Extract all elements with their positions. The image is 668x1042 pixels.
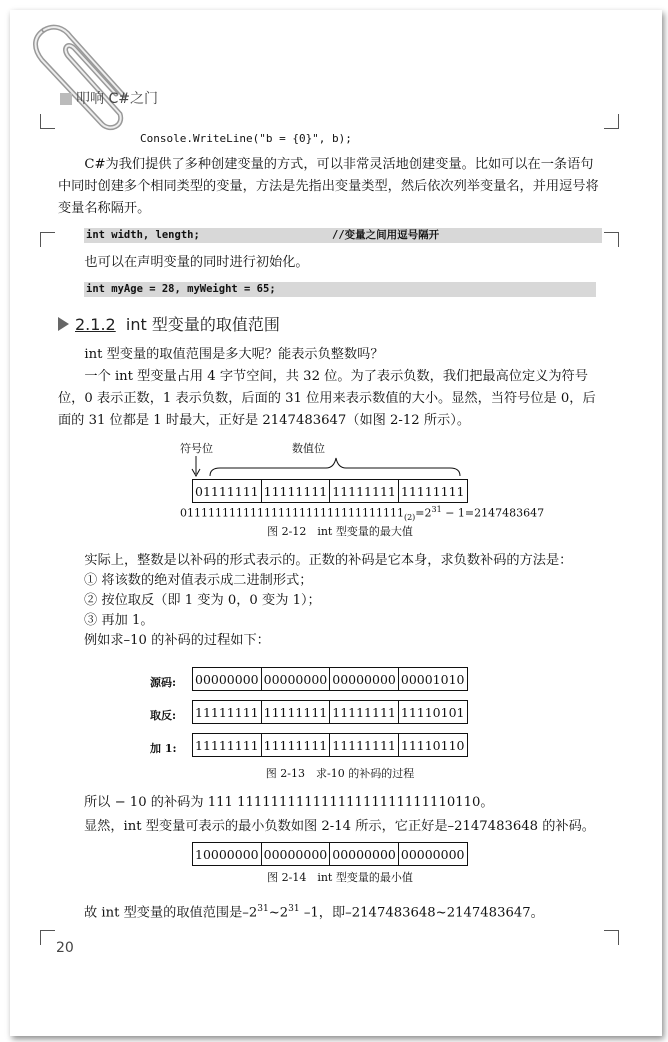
brace-arrow-icon [186, 454, 466, 478]
bit-group: 11111111 [262, 701, 331, 723]
row-label-original: 源码: [150, 676, 177, 689]
bit-group: 11111111 [193, 734, 262, 756]
code-line: Console.WriteLine("b = {0}", b); [140, 132, 352, 145]
bit-group: 00000000 [262, 843, 331, 865]
paragraph: 所以 − 10 的补码为 111 11111111111111111111111110110。 [84, 795, 494, 810]
crop-mark [40, 114, 55, 129]
bit-row-inverted [192, 700, 468, 724]
row-label-plus-one: 加 1: [150, 742, 177, 755]
paragraph: 实际上，整数是以补码的形式表示的。正数的补码是它本身，求负数补码的方法是： [84, 553, 573, 568]
bit-group: 11110110 [400, 737, 465, 753]
crop-mark [604, 930, 619, 945]
bit-group: 00000000 [262, 668, 331, 690]
bit-group: 11111111 [400, 483, 465, 499]
formula-eq: =2 [415, 506, 432, 520]
figure-caption: 图 2-14 int 型变量的最小值 [267, 871, 413, 884]
step-item: ② 按位取反（即 1 变为 0，0 变为 1）； [84, 593, 321, 608]
code-comment: //变量之间用逗号隔开 [332, 229, 440, 241]
sign-bit-label: 符号位 [180, 442, 213, 455]
range-text-b: ~2 [268, 905, 289, 921]
bit-row-max [192, 479, 468, 503]
bit-group: 11111111 [330, 480, 399, 502]
paragraph: 一个 int 型变量占用 4 字节空间，共 32 位。为了表示负数，我们把最高位定义为符号位，0 表示正数，1 表示负数，后面的 31 位用来表示数值的大小。显然，当符号位是 0，后面的 31 位都是 1 时最大，正好是 2147483647（如图 2-12 所示）。 [58, 369, 596, 428]
header-title: 叩响 C#之门 [76, 91, 158, 107]
bit-group: 00000000 [330, 668, 399, 690]
value-bits-label: 数值位 [292, 442, 325, 455]
crop-mark [40, 930, 55, 945]
formula-tail: − 1=2147483647 [441, 506, 545, 520]
bit-group: 00000000 [330, 843, 399, 865]
paragraph: 例如求–10 的补码的过程如下： [84, 633, 270, 648]
paragraph: 也可以在声明变量的同时进行初始化。 [84, 255, 309, 270]
figure-caption: 图 2-13 求-10 的补码的过程 [265, 767, 415, 780]
section-heading [58, 312, 280, 335]
bit-group: 00001010 [400, 671, 465, 687]
bit-row-min [192, 842, 468, 866]
section-title: int 型变量的取值范围 [125, 315, 280, 334]
bit-row-plus-one [192, 733, 468, 757]
paragraph: C#为我们提供了多种创建变量的方式，可以非常灵活地创建变量。比如可以在一条语句中同时创建多个相同类型的变量，方法是先指出变量类型，然后依次列举变量名，并用逗号将变量名称隔开。 [58, 157, 599, 216]
bit-group: 11111111 [193, 701, 262, 723]
bit-group: 10000000 [193, 843, 262, 865]
paragraph: int 型变量的取值范围是多大呢？能表示负整数吗？ [84, 347, 384, 362]
code-block [84, 228, 602, 243]
crop-mark [604, 114, 619, 129]
running-header [60, 88, 158, 108]
figure-caption: 图 2-12 int 型变量的最大值 [267, 525, 413, 538]
crop-mark [604, 232, 619, 247]
header-mark-icon [60, 93, 72, 105]
code-text: int width, length; [86, 229, 200, 241]
bit-group: 11111111 [330, 701, 399, 723]
bit-group: 11111111 [262, 480, 331, 502]
section-number: 2.1.2 [75, 315, 116, 334]
range-text-c: –1，即–2147483648~2147483647。 [299, 905, 544, 921]
row-label-inverted: 取反: [150, 709, 177, 722]
formula-max [180, 505, 544, 522]
formula-bits: 01111111111111111111111111111111 [180, 506, 404, 520]
range-text-a: 故 int 型变量的取值范围是–2 [84, 905, 258, 921]
bit-row-original [192, 667, 468, 691]
range-exp-1: 31 [257, 904, 269, 914]
page-number: 20 [56, 940, 74, 956]
bit-group: 11110101 [400, 704, 465, 720]
bit-group: 00000000 [400, 846, 465, 862]
paragraph: 显然，int 型变量可表示的最小负数如图 2-14 所示，它正好是–2147483648 的补码。 [84, 819, 595, 834]
range-exp-2: 31 [288, 904, 300, 914]
bit-group: 01111111 [193, 480, 262, 502]
code-block: int myAge = 28, myWeight = 65; [84, 282, 596, 297]
formula-exp: 31 [431, 505, 442, 514]
formula-base: (2) [403, 512, 416, 522]
bit-group: 11111111 [330, 734, 399, 756]
step-item: ① 将该数的绝对值表示成二进制形式； [84, 573, 313, 588]
paragraph [84, 898, 544, 924]
crop-mark [40, 232, 55, 247]
book-page [10, 10, 662, 1036]
bit-group: 00000000 [193, 668, 262, 690]
bit-group: 11111111 [262, 734, 331, 756]
triangle-bullet-icon [58, 317, 69, 331]
step-item: ③ 再加 1。 [84, 613, 154, 628]
